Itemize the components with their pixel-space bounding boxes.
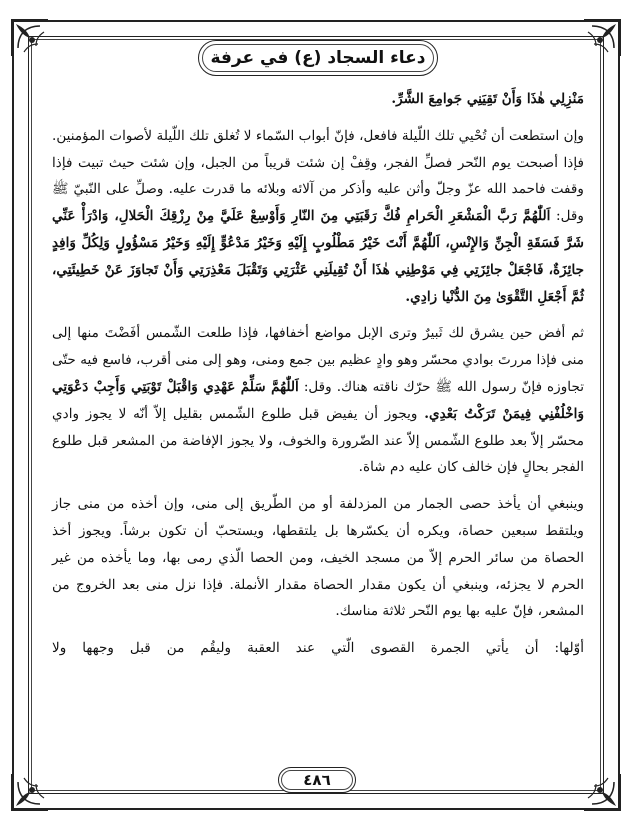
page-number-box	[278, 767, 356, 793]
paragraph-4: أوّلها: أن يأتي الجمرة القصوى الّتي عند العقبة وليقُم من قبل وجهها ولا	[52, 640, 584, 657]
paragraph-1-text: وإن استطعت أن تُحْيي تلك اللّيلة فافعل، فإنّ أبواب السّماء لا تُغلق تلك اللّيلة لأصوات المؤمنين. فإذا أصبحت يوم النّحر فصلِّ الفجر، وقِفْ إن شئت قريباً من الجبل، وإن شئت حيث تبيت فإذا وقفت فاحمد الله عزّ وجلّ وأثن عليه وأذكر من آلائه وبلائه ما قدرت عليه. وصلِّ على النّبيّ ﷺ وقل:	[52, 127, 584, 225]
corner-ornament-icon	[582, 772, 622, 812]
paragraph-2-text: ثم أفض حين يشرق لك ثَبيرٌ وترى الإبل مواضع أخفافها، فإذا طلعت الشّمس أفَضْتَ منها إلى منى فإذا مررتَ بوادي محسّر وهو وادٍ عظيم بين جمع ومنى، وهو إلى منى أقرب، فاسع فيه حتّى تجاوزه فإنّ رسول الله ﷺ حرّك ناقته هناك. وقل:	[52, 325, 585, 395]
header-title-box	[198, 40, 438, 76]
paragraph-2-dua: اَللّٰهُمَّ سَلِّمْ عَهْدِي وَاقْبَلْ تَوْبَتِي وَأَجِبْ دَعْوَتِي وَاخْلُفْنِي فِيمَنْ تَرَكْتُ بَعْدِي.	[52, 378, 585, 422]
paragraph-1	[52, 123, 584, 311]
page-title: دعاء السجاد (ع) في عرفة	[210, 48, 426, 68]
paragraph-2	[52, 320, 584, 481]
corner-ornament-icon	[10, 18, 50, 58]
paragraph-continuation: مَنْزِلِي هٰذَا وَأَنْ تَقِيَنِي جَوامِعَ الشَّرِّ.	[391, 91, 584, 107]
page-number: ٤٨٦	[303, 771, 331, 789]
paragraph-1-dua: اَللّٰهُمَّ رَبَّ الْمَشْعَرِ الْحَرامِ فُكَّ رَقَبَتِي مِنَ النّارِ وَأَوْسِعْ عَلَيَّ مِنْ رِزْقِكَ الْحَلالِ، وَادْرَأْ عَنِّي شَرَّ فَسَقَةِ الْجِنِّ وَالإِنْسِ، اَللّٰهُمَّ أَنْتَ خَيْرُ مَطْلُوبٍ إِلَيْهِ وَخَيْرُ مَدْعُوٍّ إِلَيْهِ وَخَيْرُ مَسْؤُولٍ وَلِكُلِّ وَافِدٍ جائِزَةٌ، فَاجْعَلْ جائِزَتِي فِي مَوْطِنِي هٰذَا أَنْ تُقِيلَنِي عَثْرَتِي وَتَقْبَلَ مَعْذِرَتِي وَأَنْ تَجاوَزَ عَنْ خَطِيئَتِي، ثُمَّ أَجْعَلِ التَّقْوَىٰ مِنَ الدُّنْيا زادِي.	[52, 208, 584, 305]
corner-ornament-icon	[10, 772, 50, 812]
page-body	[52, 86, 584, 662]
paragraph-2-rest: ويجوز أن يفيض قبل طلوع الشّمس بقليل إلاّ أنّه لا يجوز وادي محسّر إلاّ بعد طلوع الشّمس إلاّ عند الضّرورة والخوف، ولا يجوز الإفاضة من المشعر قبل طلوع الفجر بحالٍ فإن خالف كان عليه دم شاة.	[52, 405, 584, 476]
corner-ornament-icon	[582, 18, 622, 58]
paragraph-3: وينبغي أن يأخذ حصى الجمار من المزدلفة أو من الطّريق إلى منى، وإن أخذه من منى جاز ويلتقط سبعين حصاة، ويكره أن يكسّرها بل يلتقطها، ويستحبّ أن تكون برشاً. ويجوز أخذ الحصاة من سائر الحرم إلاّ من مسجد الخيف، ومن الحصا الّذي رمى بها، وما يأخذه من غير الحرم لا يجزئه، وينبغي أن يكون مقدار الحصاة مقدار الأنملة. فإذا نزل منى بعد الخروج من المشعر، فإنّ عليه بها يوم النّحر ثلاثة مناسك.	[52, 496, 584, 620]
